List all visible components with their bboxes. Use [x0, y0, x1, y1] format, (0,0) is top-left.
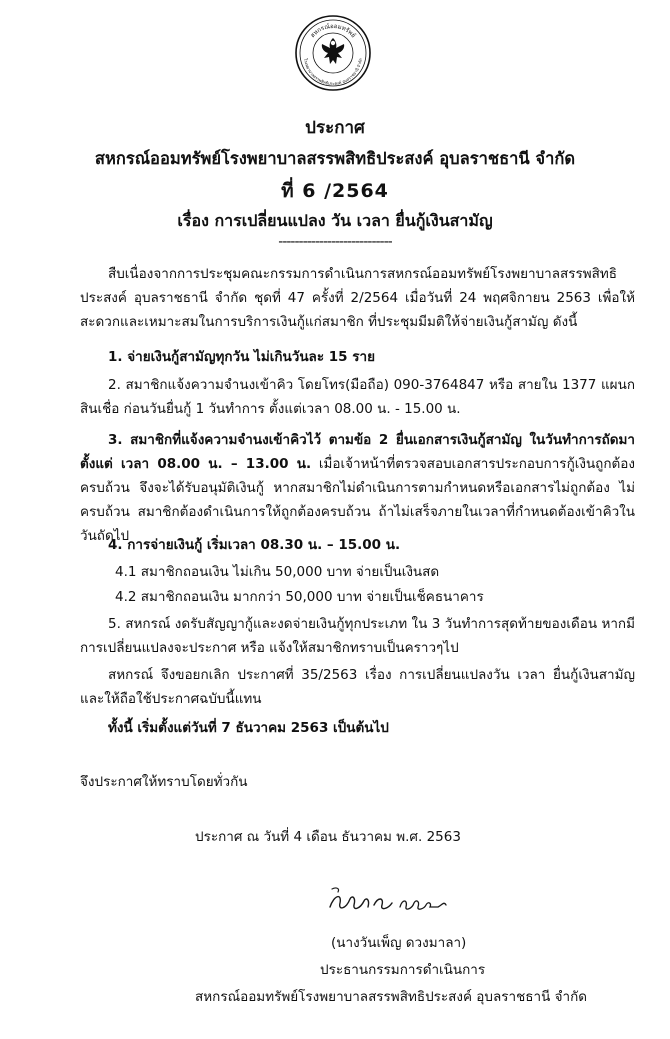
item-4-1: 4.1 สมาชิกถอนเงิน ไม่เกิน 50,000 บาท จ่ายเป็นเงินสด: [115, 564, 440, 580]
announcement-subject: เรื่อง การเปลี่ยนแปลง วัน เวลา ยื่นกู้เงินสามัญ: [177, 211, 493, 230]
signer-title: ประธานกรรมการดำเนินการ: [320, 962, 486, 978]
item-2: 2. สมาชิกแจ้งความจำนงเข้าคิว โดยโทร(มือถือ) 090-3764847 หรือ สายใน 1377 แผนกสินเชื่อ ก่อนวันยื่นกู้ 1 วันทำการ ตั้งแต่เวลา 08.00 น. - 15.00 น.: [80, 377, 635, 417]
seal-bottom-text: โรงพยาบาลสรรพสิทธิประสงค์ อุบลราชธานี จำกัด: [303, 58, 363, 87]
item-3-bold: 3. สมาชิกที่แจ้งความจำนงเข้าคิวไว้ ตามข้อ 2 ยื่นเอกสารเงินกู้สามัญ ในวันทำการถัดมา ตั้งแต่ เวลา 08.00 น. – 13.00 น.: [80, 432, 635, 472]
intro-paragraph: สืบเนื่องจากการประชุมคณะกรรมการดำเนินการสหกรณ์ออมทรัพย์โรงพยาบาลสรรพสิทธิประสงค์ อุบลราชธานี จำกัด ชุดที่ 47 ครั้งที่ 2/2564 เมื่อวันที่ 24 พฤศจิกายน 2563 เพื่อให้สะดวกและเหมาะสมในการบริการเงินกู้แก่สมาชิก ที่ประชุมมีมติให้จ่ายเงินกู้สามัญ ดังนี้: [80, 266, 635, 330]
page-title: ประกาศ: [305, 118, 365, 138]
signature-icon: [322, 885, 472, 921]
item-4: 4. การจ่ายเงินกู้ เริ่มเวลา 08.30 น. – 15.00 น.: [108, 537, 401, 553]
item-3: [80, 428, 635, 548]
item-5: 5. สหกรณ์ งดรับสัญญากู้และงดจ่ายเงินกู้ทุกประเภท ใน 3 วันทำการสุดท้ายของเดือน หากมีการเปลี่ยนแปลงจะประกาศ หรือ แจ้งให้สมาชิกทราบเป็นคราวๆไป: [80, 616, 635, 656]
announcement-date: ประกาศ ณ วันที่ 4 เดือน ธันวาคม พ.ศ. 2563: [195, 829, 461, 845]
closing-line: จึงประกาศให้ทราบโดยทั่วกัน: [80, 774, 248, 790]
cooperative-seal-icon: [294, 14, 372, 92]
effective-date: ทั้งนี้ เริ่มตั้งแต่วันที่ 7 ธันวาคม 2563 เป็นต้นไป: [108, 720, 389, 736]
cancel-paragraph: สหกรณ์ จึงขอยกเลิก ประกาศที่ 35/2563 เรื่อง การเปลี่ยนแปลงวัน เวลา ยื่นกู้เงินสามัญ และให้ถือใช้ประกาศฉบับนี้แทน: [80, 667, 635, 707]
header-divider: ----------------------------: [278, 234, 392, 250]
item-1: 1. จ่ายเงินกู้สามัญทุกวัน ไม่เกินวันละ 15 ราย: [108, 349, 376, 365]
item-3-rest: เมื่อเจ้าหน้าที่ตรวจสอบเอกสารประกอบการกู้เงินถูกต้องครบถ้วน จึงจะได้รับอนุมัติเงินกู้ หากสมาชิกไม่ดำเนินการตามกำหนดหรือเอกสารไม่ถูกต้อง ไม่ครบถ้วน สมาชิกต้องดำเนินการให้ถูกต้องครบถ้วน ถ้าไม่เสร็จภายในเวลาที่กำหนดต้องเข้าคิวในวันถัดไป: [80, 456, 635, 544]
item-4-2: 4.2 สมาชิกถอนเงิน มากกว่า 50,000 บาท จ่ายเป็นเช็คธนาคาร: [115, 589, 484, 605]
svg-text:โรงพยาบาลสรรพสิทธิประสงค์ อุบล: [303, 58, 363, 86]
announcement-number: ที่ 6 /2564: [281, 180, 389, 202]
signer-organization: สหกรณ์ออมทรัพย์โรงพยาบาลสรรพสิทธิประสงค์ อุบลราชธานี จำกัด: [195, 989, 588, 1005]
seal-top-text: สหกรณ์ออมทรัพย์: [309, 22, 357, 40]
organization-name: สหกรณ์ออมทรัพย์โรงพยาบาลสรรพสิทธิประสงค์ อุบลราชธานี จำกัด: [94, 149, 576, 168]
signer-name: (นางวันเพ็ญ ดวงมาลา): [331, 935, 467, 951]
